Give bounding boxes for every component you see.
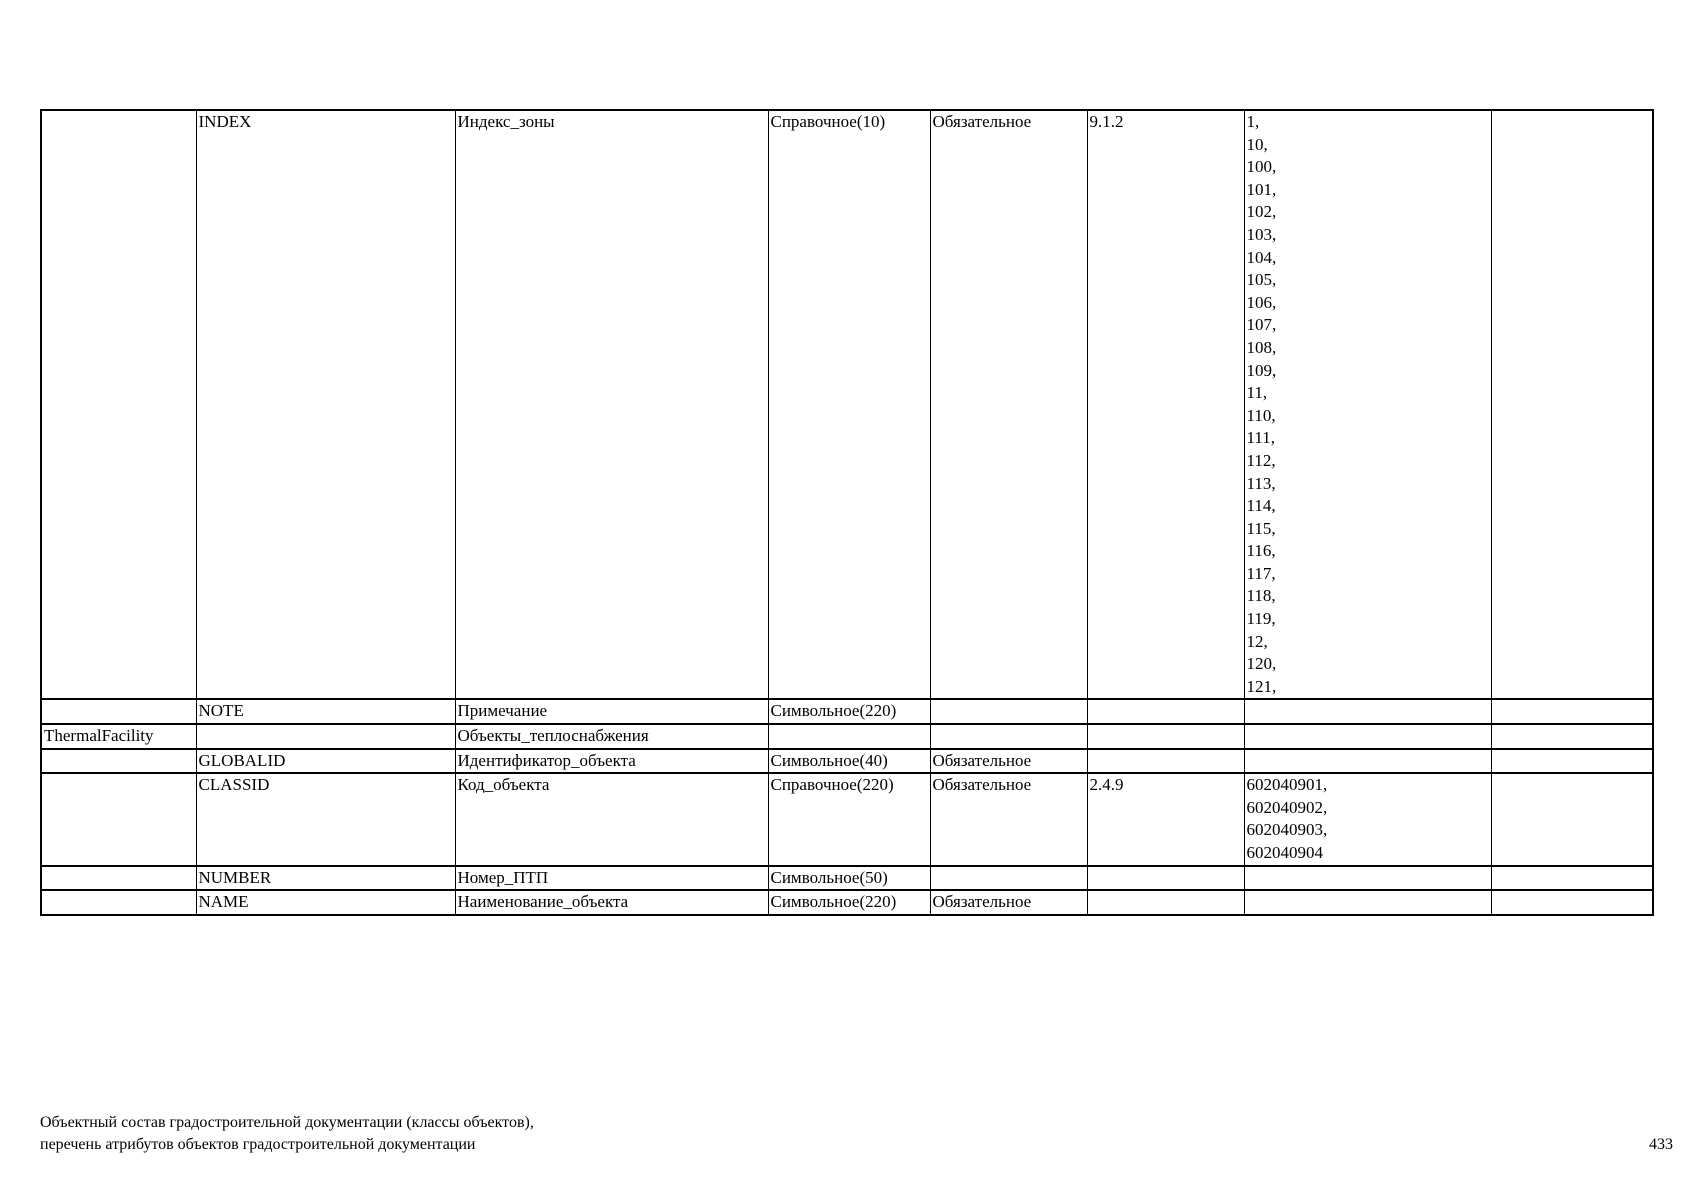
value-item: 114, <box>1246 496 1276 516</box>
data-type-cell: Символьное(220) <box>768 699 930 724</box>
class-name-cell: ThermalFacility <box>41 724 196 749</box>
value-item: 121, <box>1246 676 1277 696</box>
value-item: 113, <box>1246 473 1276 493</box>
footer-line-1: Объектный состав градостроительной документации (классы объектов), <box>40 1114 534 1131</box>
table-row <box>41 724 1653 749</box>
value-item: 102, <box>1246 202 1277 222</box>
data-type-cell: Справочное(10) <box>768 110 930 699</box>
value-item: 104, <box>1246 247 1277 267</box>
table-row <box>41 773 1653 865</box>
reference-cell <box>1087 749 1244 774</box>
class-name-cell <box>41 749 196 774</box>
class-name-cell <box>41 699 196 724</box>
value-item: 602040903, <box>1246 820 1328 840</box>
requirement-cell: Обязательное <box>930 890 1087 915</box>
requirement-cell <box>930 699 1087 724</box>
value-item: 120, <box>1246 654 1277 674</box>
value-item: 115, <box>1246 518 1276 538</box>
extra-cell <box>1491 890 1653 915</box>
value-item: 112, <box>1246 450 1276 470</box>
values-cell <box>1244 724 1491 749</box>
value-item: 12, <box>1246 631 1268 651</box>
data-type-cell: Символьное(220) <box>768 890 930 915</box>
value-item: 602040901, <box>1246 775 1328 795</box>
requirement-cell: Обязательное <box>930 773 1087 865</box>
extra-cell <box>1491 699 1653 724</box>
table-row <box>41 110 1653 699</box>
values-cell <box>1244 749 1491 774</box>
value-item: 109, <box>1246 360 1277 380</box>
extra-cell <box>1491 866 1653 891</box>
value-item: 118, <box>1246 586 1276 606</box>
table-body <box>41 110 1653 915</box>
reference-cell <box>1087 866 1244 891</box>
value-item: 107, <box>1246 315 1277 335</box>
attribute-code-cell: NAME <box>196 890 455 915</box>
value-item: 103, <box>1246 224 1277 244</box>
values-cell <box>1244 866 1491 891</box>
table-row <box>41 866 1653 891</box>
attribute-name-cell: Примечание <box>455 699 768 724</box>
value-item: 100, <box>1246 157 1277 177</box>
table-row <box>41 749 1653 774</box>
attribute-name-cell: Объекты_теплоснабжения <box>455 724 768 749</box>
requirement-cell <box>930 866 1087 891</box>
table-row <box>41 699 1653 724</box>
reference-cell: 9.1.2 <box>1087 110 1244 699</box>
value-item: 116, <box>1246 541 1276 561</box>
data-type-cell: Символьное(40) <box>768 749 930 774</box>
requirement-cell: Обязательное <box>930 110 1087 699</box>
value-item: 10, <box>1246 134 1268 154</box>
value-item: 11, <box>1246 383 1268 403</box>
requirement-cell: Обязательное <box>930 749 1087 774</box>
value-item: 108, <box>1246 337 1277 357</box>
values-cell <box>1244 699 1491 724</box>
value-item: 111, <box>1246 428 1275 448</box>
requirement-cell <box>930 724 1087 749</box>
extra-cell <box>1491 110 1653 699</box>
value-item: 602040904 <box>1246 843 1323 862</box>
value-item: 101, <box>1246 179 1277 199</box>
reference-cell: 2.4.9 <box>1087 773 1244 865</box>
data-type-cell: Справочное(220) <box>768 773 930 865</box>
attribute-name-cell: Индекс_зоны <box>455 110 768 699</box>
attributes-table <box>40 109 1654 916</box>
value-item: 602040902, <box>1246 797 1328 817</box>
reference-cell <box>1087 724 1244 749</box>
attribute-code-cell: NOTE <box>196 699 455 724</box>
data-type-cell: Символьное(50) <box>768 866 930 891</box>
value-item: 110, <box>1246 405 1276 425</box>
footer <box>40 1112 534 1156</box>
attribute-code-cell: CLASSID <box>196 773 455 865</box>
values-cell <box>1244 773 1491 865</box>
value-item: 106, <box>1246 292 1277 312</box>
extra-cell <box>1491 749 1653 774</box>
attribute-name-cell: Наименование_объекта <box>455 890 768 915</box>
value-item: 117, <box>1246 563 1276 583</box>
class-name-cell <box>41 890 196 915</box>
value-item: 1, <box>1246 112 1260 131</box>
value-item: 119, <box>1246 609 1276 629</box>
attribute-code-cell: NUMBER <box>196 866 455 891</box>
attribute-code-cell: INDEX <box>196 110 455 699</box>
values-cell <box>1244 110 1491 699</box>
attribute-name-cell: Номер_ПТП <box>455 866 768 891</box>
footer-line-2: перечень атрибутов объектов градостроительной документации <box>40 1136 476 1153</box>
extra-cell <box>1491 773 1653 865</box>
attribute-name-cell: Идентификатор_объекта <box>455 749 768 774</box>
reference-cell <box>1087 890 1244 915</box>
reference-cell <box>1087 699 1244 724</box>
attribute-name-cell: Код_объекта <box>455 773 768 865</box>
extra-cell <box>1491 724 1653 749</box>
table-row <box>41 890 1653 915</box>
attribute-code-cell: GLOBALID <box>196 749 455 774</box>
page-number: 433 <box>1649 1136 1673 1153</box>
attribute-code-cell <box>196 724 455 749</box>
value-item: 105, <box>1246 270 1277 290</box>
class-name-cell <box>41 866 196 891</box>
data-type-cell <box>768 724 930 749</box>
class-name-cell <box>41 110 196 699</box>
values-cell <box>1244 890 1491 915</box>
class-name-cell <box>41 773 196 865</box>
